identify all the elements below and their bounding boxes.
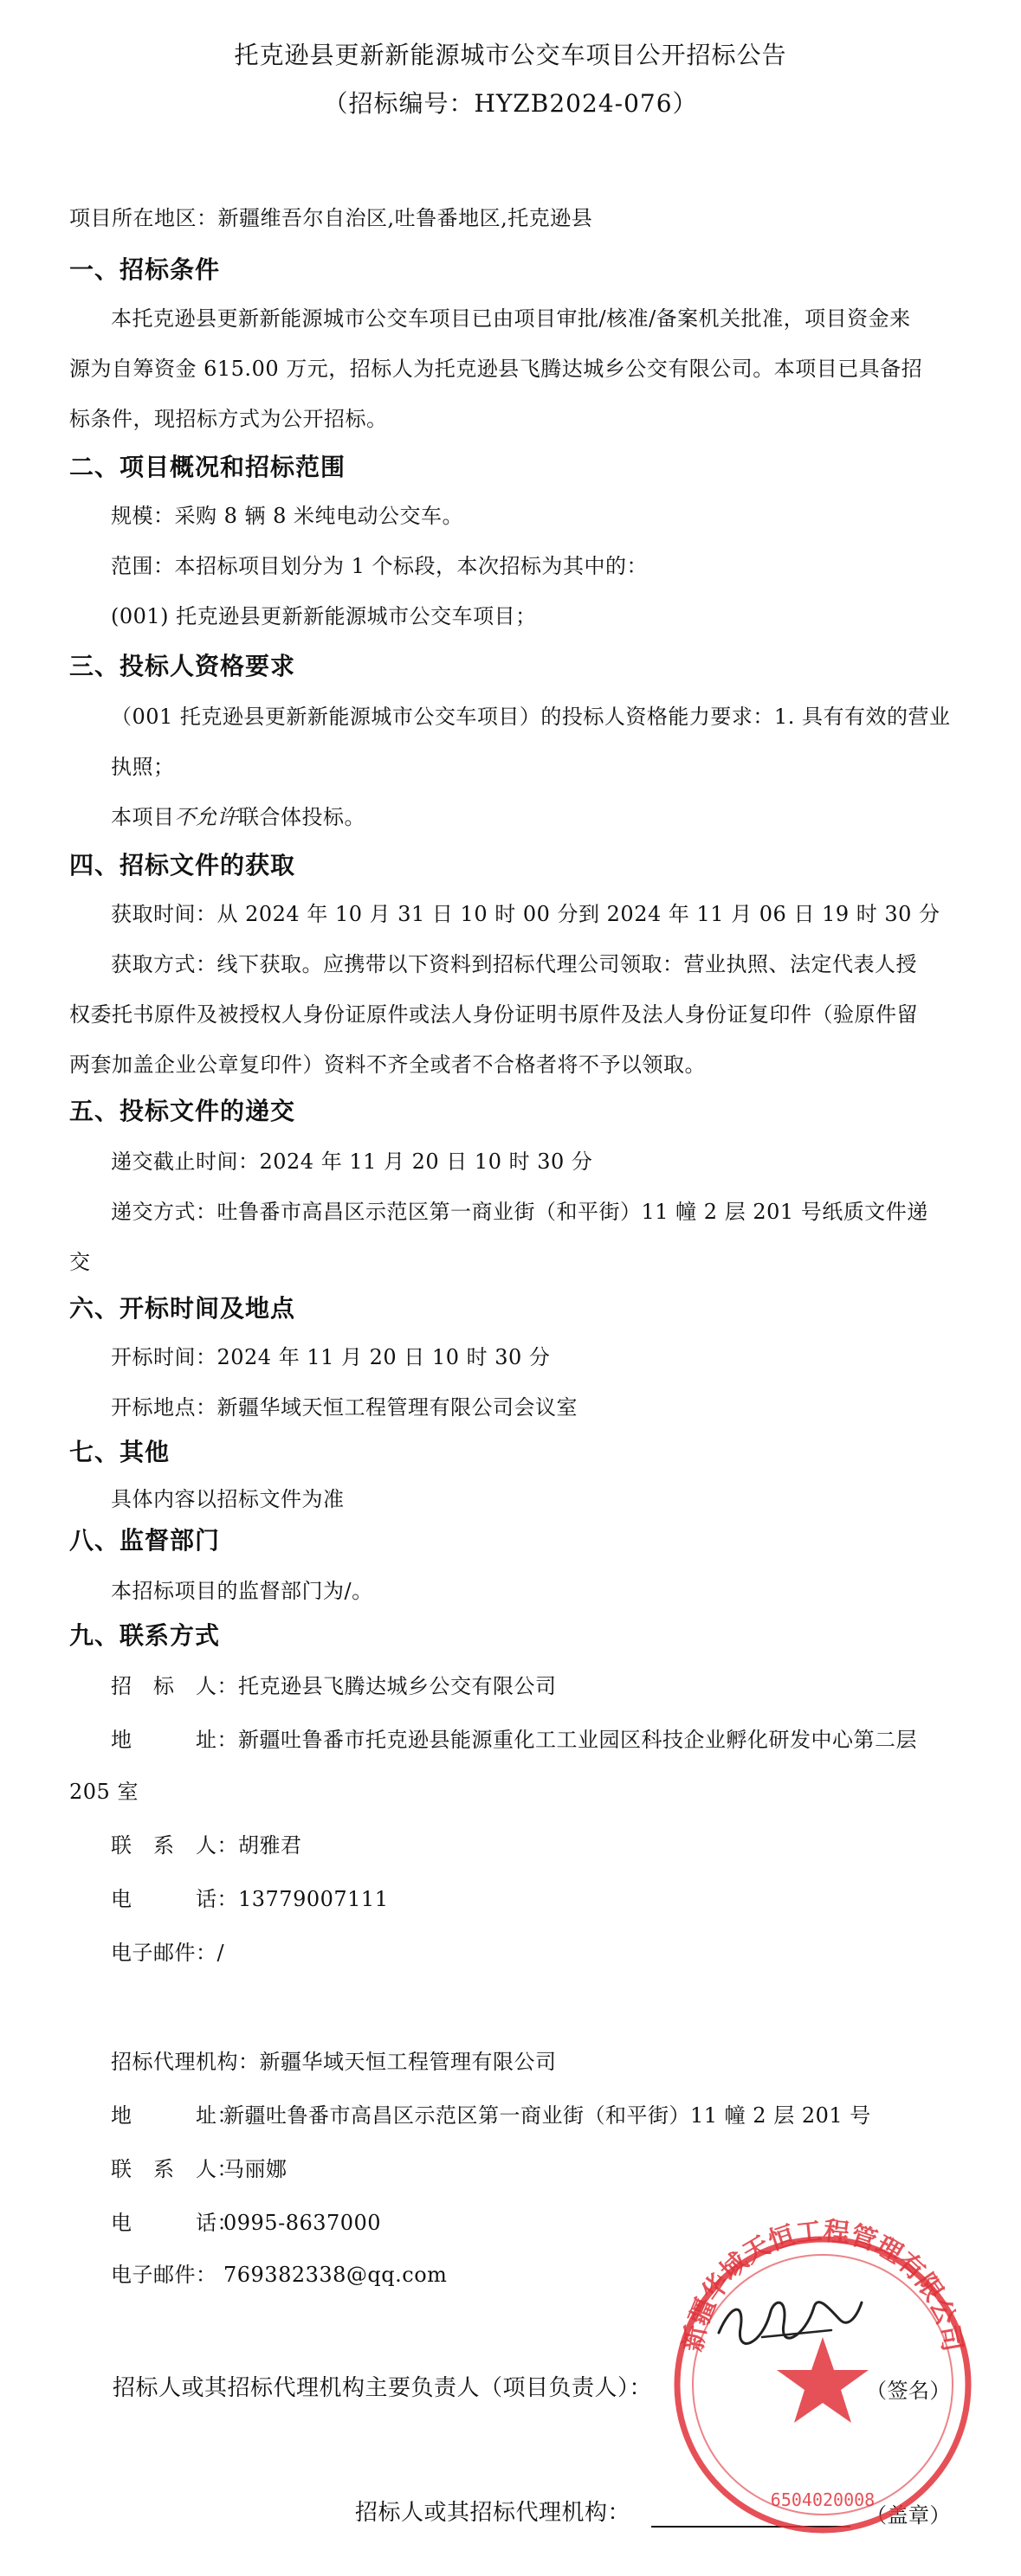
handwritten-signature	[710, 2285, 866, 2354]
agency-name-label: 招标代理机构：	[111, 2050, 260, 2074]
section-heading-8: 八、监督部门	[69, 1526, 221, 1555]
s3-requirement: 执照；	[111, 755, 175, 779]
tenderer-address: 新疆吐鲁番市托克逊县能源重化工工业园区科技企业孵化研发中心第二层	[238, 1728, 917, 1752]
s5-way: 交	[69, 1250, 91, 1274]
agency-contact: 马丽娜	[223, 2157, 288, 2181]
seal-arc-text: 新疆华域天恒工程管理有限公司	[677, 2216, 968, 2354]
s5-way: 递交方式：吐鲁番市高昌区示范区第一商业街（和平街）11 幢 2 层 201 号纸质文件递	[111, 1200, 928, 1224]
s3-requirement: （001 托克逊县更新新能源城市公交车项目）的投标人资格能力要求：1. 具有有效的营业	[111, 705, 951, 729]
s1-paragraph-line: 本托克逊县更新新能源城市公交车项目已由项目审批/核准/备案机关批准，项目资金来	[111, 306, 911, 331]
s6-place: 开标地点：新疆华域天恒工程管理有限公司会议室	[111, 1395, 578, 1420]
s2-range: 范围：本招标项目划分为 1 个标段，本次招标为其中的：	[111, 554, 649, 578]
section-heading-5: 五、投标文件的递交	[69, 1097, 296, 1125]
tenderer-phone-row	[111, 1882, 388, 1912]
agency-address-row	[111, 2098, 871, 2128]
agency-phone-label: 电 话：	[111, 2211, 238, 2235]
tenderer-contact-row	[111, 1828, 302, 1858]
section-heading-2: 二、项目概况和招标范围	[69, 453, 346, 481]
s4-way: 权委托书原件及被授权人身份证原件或法人身份证明书原件及法人身份证复印件（验原件留	[69, 1002, 918, 1027]
tenderer-contact-label: 联 系 人：	[111, 1833, 238, 1858]
s2-scale: 规模：采购 8 辆 8 米纯电动公交车。	[111, 504, 464, 528]
seal-number: 6504020008	[770, 2489, 876, 2510]
s1-paragraph-line: 标条件，现招标方式为公开招标。	[69, 407, 388, 431]
section-heading-7: 七、其他	[69, 1438, 171, 1466]
tenderer-address-label: 地 址：	[111, 1728, 238, 1752]
tenderer-address-row	[111, 1723, 917, 1753]
agency-name-row	[111, 2045, 557, 2075]
agency-phone: 0995-8637000	[223, 2211, 382, 2235]
seal-note: （盖章）	[866, 2503, 951, 2528]
tenderer-name-label: 招 标 人：	[111, 1674, 238, 1698]
s3-consortium-b: 不允许	[174, 805, 238, 829]
agency-email-label: 电子邮件：	[111, 2263, 217, 2287]
section-heading-4: 四、招标文件的获取	[69, 851, 296, 879]
tenderer-name-row	[111, 1669, 557, 1699]
tenderer-phone-label: 电 话：	[111, 1887, 238, 1911]
tenderer-email-label: 电子邮件：	[111, 1941, 217, 1965]
tenderer-address-cont: 205 室	[69, 1780, 139, 1804]
agency-contact-row	[111, 2152, 288, 2182]
signature-note: （签名）	[866, 2379, 951, 2403]
section-heading-3: 三、投标人资格要求	[69, 652, 296, 680]
agency-name: 新疆华域天恒工程管理有限公司	[259, 2050, 557, 2074]
s3-consortium	[111, 800, 365, 830]
agency-contact-label: 联 系 人：	[111, 2157, 238, 2181]
s5-deadline: 递交截止时间：2024 年 11 月 20 日 10 时 30 分	[111, 1150, 593, 1174]
tenderer-phone: 13779007111	[238, 1887, 389, 1911]
agency-address: 新疆吐鲁番市高昌区示范区第一商业街（和平街）11 幢 2 层 201 号	[223, 2103, 871, 2128]
seal-line: 招标人或其招标代理机构：	[355, 2500, 631, 2526]
s4-time: 获取时间：从 2024 年 10 月 31 日 10 时 00 分到 2024 年 11 月 06 日 19 时 30 分	[111, 902, 940, 926]
section-heading-1: 一、招标条件	[69, 255, 221, 284]
section-heading-9: 九、联系方式	[69, 1621, 221, 1650]
s3-consortium-c: 联合体投标。	[238, 805, 365, 829]
tenderer-email: /	[216, 1941, 225, 1965]
tender-number: （招标编号：HYZB2024-076）	[323, 89, 698, 118]
s7-text: 具体内容以招标文件为准	[111, 1487, 345, 1511]
s6-time: 开标时间：2024 年 11 月 20 日 10 时 30 分	[111, 1345, 551, 1369]
s4-way: 两套加盖企业公章复印件）资料不齐全或者不合格者将不予以领取。	[69, 1053, 706, 1077]
project-location: 项目所在地区：新疆维吾尔自治区,吐鲁番地区,托克逊县	[69, 206, 593, 230]
agency-address-label: 地 址：	[111, 2103, 238, 2128]
document-title: 托克逊县更新新能源城市公交车项目公开招标公告	[234, 41, 787, 69]
official-seal	[658, 2207, 987, 2553]
s8-text: 本招标项目的监督部门为/。	[111, 1579, 373, 1603]
tenderer-contact: 胡雅君	[238, 1833, 302, 1858]
s1-paragraph-line: 源为自筹资金 615.00 万元，招标人为托克逊县飞腾达城乡公交有限公司。本项目已具备招	[69, 357, 923, 381]
agency-phone-row	[111, 2206, 381, 2236]
section-heading-6: 六、开标时间及地点	[69, 1294, 296, 1323]
agency-email-row	[111, 2257, 447, 2288]
s3-consortium-a: 本项目	[111, 805, 175, 829]
s4-way: 获取方式：线下获取。应携带以下资料到招标代理公司领取：营业执照、法定代表人授	[111, 952, 917, 976]
signature-line: 招标人或其招标代理机构主要负责人（项目负责人）：	[113, 2375, 653, 2401]
agency-email: 769382338@qq.com	[223, 2263, 448, 2287]
s2-lot: (001) 托克逊县更新新能源城市公交车项目；	[111, 604, 537, 628]
tenderer-name: 托克逊县飞腾达城乡公交有限公司	[238, 1674, 557, 1698]
tenderer-email-row	[111, 1935, 224, 1966]
